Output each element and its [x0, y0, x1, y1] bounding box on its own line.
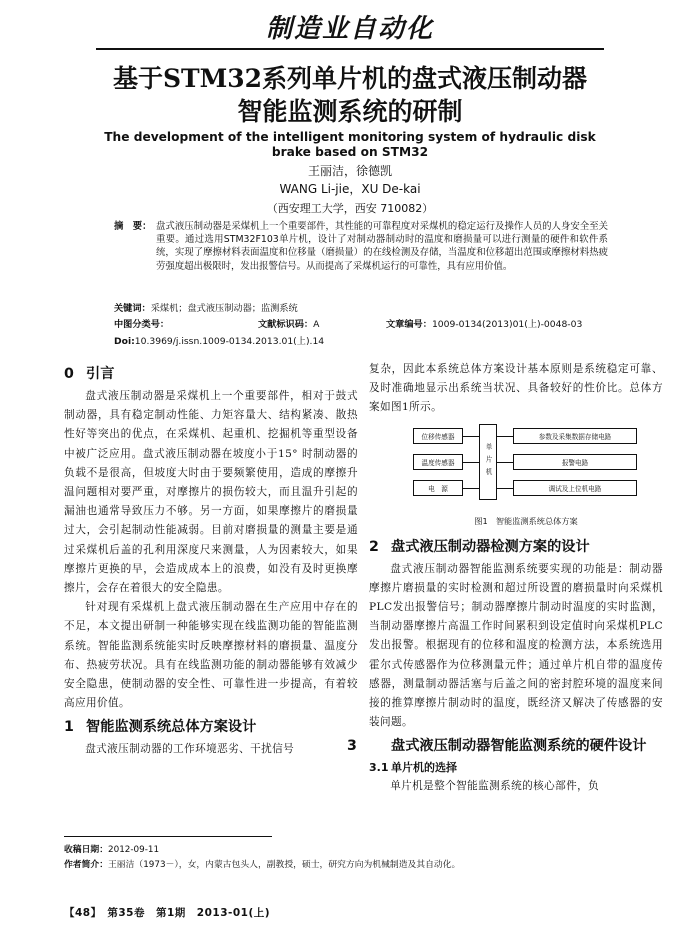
keywords	[114, 300, 298, 314]
doc-code-label: 文献标识码：	[258, 319, 314, 330]
clc-line	[114, 316, 169, 330]
author-bio	[64, 857, 460, 870]
fig-box-debug-circuit: 调试及上位机电路	[513, 480, 637, 496]
intro-paragraph-2: 针对现有采煤机上盘式液压制动器在生产应用中存在的不足，本文提出研制一种能够实现在线监测功能的智能监测系统。智能监测系统能实时反映摩擦材料的磨损量、温度分布、热疲劳状况。具有在线监测功能的制动器能够有效减少安全隐患，使制动器的安全性、可靠性进一步提高，有着较高应用价值。	[64, 601, 358, 710]
abstract-label: 摘 要：	[114, 221, 152, 232]
fig-box-power: 电 源	[413, 480, 463, 496]
section-3-1-heading	[369, 759, 663, 777]
section-2-title: 盘式液压制动器检测方案的设计	[391, 538, 590, 555]
keywords-text: 采煤机；盘式液压制动器；监测系统	[150, 303, 298, 314]
intro-paragraph-1: 盘式液压制动器是采煤机上一个重要部件，相对于鼓式制动器，具有稳定制动性能、力矩容量大、结构紧凑、散热性好等突出的优点，在采煤机、起重机、挖掘机等重型设备中被广泛应用。盘式液压制动器在坡度小于15° 时制动器的负载不是很高，但坡度大时由于要频繁使用，造成的摩擦升温问题相对要严重，对摩擦片的损伤较大，而且温升引起的漏油也通常导致压力不够。另一方面，如果摩擦片的磨损量过大，会引起制动性能减弱。目前对磨损量的测量主要是通过采煤机后盖的孔利用深度尺来测量，人为因素较大，如果摩擦片更换的早，会造成成本上的浪费，如没有及时更换摩擦片，会存在着很大的安全隐患。	[64, 390, 358, 595]
clc-label: 中图分类号：	[114, 319, 170, 330]
title-cn-line1: 基于STM32系列单片机的盘式液压制动器	[112, 64, 588, 93]
title-en-line2: brake based on STM32	[271, 145, 429, 159]
authors-en: WANG Li-jie，XU De-kai	[279, 182, 421, 196]
received-value: 2012-09-11	[108, 845, 160, 855]
doi-value: 10.3969/j.issn.1009-0134.2013.01(上).14	[134, 336, 325, 347]
section-3-1-paragraph: 单片机是整个智能监测系统的核心部件，负	[390, 780, 600, 793]
doc-code-value: A	[313, 319, 320, 330]
section-0-number: 0	[64, 366, 74, 382]
section-3-1-number: 3.1	[369, 761, 389, 775]
fig-arrow-line	[497, 436, 513, 437]
title-en-line1: The development of the intelligent monitoring system of hydraulic disk	[104, 130, 596, 144]
fig-arrow-line	[497, 488, 513, 489]
abstract-text: 盘式液压制动器是采煤机上一个重要部件，其性能的可靠程度对采煤机的稳定运行及操作人员的人身安全至关重要。通过选用STM32F103单片机，设计了对制动器制动时的温度和磨损量可以进行测量的硬件和软件系统，实现了摩擦材料表面温度和位移量（磨损量）的在线检测及存储，当温度和位移超出范围或摩擦材料热疲劳强度超出极限时，发出报警信号。从而提高了采煤机运行的可靠性，具有应用价值。	[156, 221, 608, 272]
right-column	[347, 360, 663, 797]
fig-box-alarm-circuit: 报警电路	[513, 454, 637, 470]
title-en	[0, 130, 700, 160]
authors-cn: 王丽洁，徐德凯	[307, 164, 392, 178]
author-bio-value: 王丽洁（1973－），女，内蒙古包头人，副教授，硕士，研究方向为机械制造及其自动化。	[108, 860, 461, 870]
section-3-heading	[347, 736, 663, 757]
article-number-label: 文章编号：	[386, 319, 432, 330]
received-label: 收稿日期：	[64, 845, 108, 855]
fig-box-storage-circuit: 参数及采集数据存储电路	[513, 428, 637, 444]
section-3-title: 盘式液压制动器智能监测系统的硬件设计	[391, 738, 647, 755]
fig-arrow-line	[463, 488, 479, 489]
section-2-heading	[369, 537, 663, 558]
received-date	[64, 842, 159, 855]
title-cn	[0, 62, 700, 128]
section-1-heading	[64, 717, 358, 738]
section-0-heading	[64, 364, 358, 385]
section-1-number: 1	[64, 719, 74, 736]
journal-header: 制造业自动化	[265, 14, 434, 44]
section-0-title: 引言	[86, 366, 115, 382]
affiliation: （西安理工大学，西安 710082）	[266, 202, 434, 215]
fig-box-mcu: 单片机	[479, 424, 497, 500]
doi-line	[114, 333, 324, 347]
figure-1-caption: 图1 智能监测系统总体方案	[474, 515, 578, 526]
left-column	[64, 360, 358, 760]
section-1-paragraph-start: 盘式液压制动器的工作环境恶劣、干扰信号	[85, 743, 295, 756]
section-2-paragraph: 盘式液压制动器智能监测系统要实现的功能是：制动器摩擦片磨损量的实时检测和超过所设置的磨损量时向采煤机PLC发出报警信号；制动器摩擦片制动时温度的实时监测，当制动器摩擦片高温工作时间累积到设定值时向采煤机PLC发出报警。根据现有的位移和温度的检测方法，本系统选用霍尔式传感器作为位移测量元件；通过单片机自带的温度传感器，测量制动器活塞与后盖之间的密封腔环境的温度来间接的推算摩擦片制动时的温度，既经济又解决了传感器的安装问题。	[369, 562, 663, 729]
fig-arrow-line	[497, 462, 513, 463]
section-1-paragraph-cont: 复杂，因此本系统总体方案设计基本原则是系统稳定可靠、及时准确地显示出系统当状况、具备较好的性价比。总体方案如图1所示。	[369, 363, 663, 414]
article-number-value: 1009-0134(2013)01(上)-0048-03	[431, 319, 583, 330]
section-3-1-title: 单片机的选择	[391, 761, 457, 775]
section-2-number: 2	[369, 538, 379, 555]
section-3-number: 3	[347, 738, 357, 755]
fig-box-temperature-sensor: 温度传感器	[413, 454, 463, 470]
header-rule	[96, 48, 604, 50]
fig-box-displacement-sensor: 位移传感器	[413, 428, 463, 444]
abstract	[114, 220, 608, 273]
keywords-label: 关键词：	[114, 303, 151, 314]
doc-code	[258, 316, 319, 330]
figure-1-diagram	[413, 424, 639, 514]
section-1-title: 智能监测系统总体方案设计	[86, 719, 257, 736]
title-cn-line2: 智能监测系统的研制	[237, 97, 463, 126]
fig-arrow-line	[463, 436, 479, 437]
article-number	[386, 316, 582, 330]
fig-arrow-line	[463, 462, 479, 463]
footnote-rule	[64, 836, 272, 837]
page-info: 【48】 第35卷 第1期 2013-01(上)	[64, 907, 271, 919]
doi-label: Doi:	[114, 336, 135, 347]
author-bio-label: 作者简介：	[64, 860, 108, 870]
